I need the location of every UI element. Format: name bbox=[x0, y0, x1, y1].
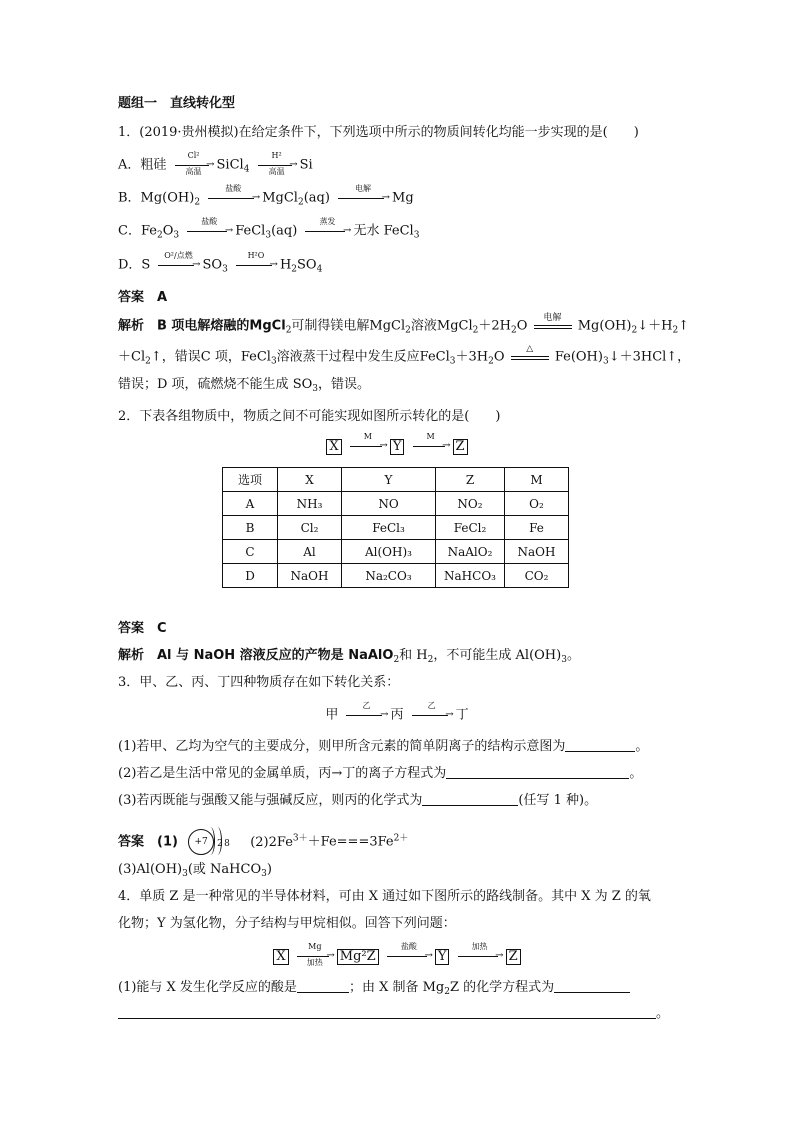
q1-explanation-line3: 错误；D 项，硫燃烧不能生成 $SO_3$，错误。 bbox=[118, 377, 371, 394]
q3-answer-line1: 答案 (1) +7 2 8 $(2)2Fe^{3+}+Fe===3Fe^{2+}$ bbox=[118, 825, 408, 859]
table-header-row bbox=[223, 468, 569, 492]
q4-part1: (1)能与 X 发生化学反应的酸是 ；由 X 制备 $Mg_2Z$ 的化学方程式为 bbox=[118, 978, 630, 997]
q2-options-table bbox=[222, 467, 569, 588]
arrow-icon: O²/点燃 → bbox=[156, 256, 200, 274]
table-cell: NH₃ bbox=[278, 492, 342, 516]
table-cell: Cl₂ bbox=[278, 516, 342, 540]
equals-sign: △ bbox=[511, 348, 549, 366]
table-row bbox=[223, 516, 569, 540]
arrow-icon: 盐酸 → bbox=[206, 189, 260, 207]
q1-answer: 答案 A bbox=[118, 290, 168, 305]
table-row bbox=[223, 540, 569, 564]
q1-option-d: D．S O²/点燃 → $SO_3$ H²O → $H_2SO_4$ bbox=[118, 251, 323, 275]
table-cell: C bbox=[223, 540, 278, 564]
q2-stem: 2．下表各组物质中，物质之间不可能实现如图所示转化的是( ) bbox=[118, 409, 501, 424]
table-cell: NaOH bbox=[278, 564, 342, 588]
q4-diagram: X Mg → 加热 Mg²Z 盐酸 → Y 加热 → Z bbox=[0, 947, 794, 966]
table-cell: NaOH bbox=[505, 540, 569, 564]
table-cell: O₂ bbox=[505, 492, 569, 516]
table-cell: CO₂ bbox=[505, 564, 569, 588]
q3-part3: (3)若丙既能与强酸又能与强碱反应，则丙的化学式为 (任写 1 种)。 bbox=[118, 793, 598, 808]
arrow-icon: H²O → bbox=[234, 256, 278, 274]
q1-explanation-line1: 解析 B 项电解熔融的MgCl$_2$可制得镁电解MgCl$_2$溶液$MgCl_2+2H_2O$ 电解 $Mg(OH)_2↓+H_2↑$ bbox=[118, 313, 690, 336]
arrow-icon: 加热 → bbox=[456, 947, 504, 965]
answer-blank[interactable] bbox=[446, 764, 629, 779]
answer-blank[interactable] bbox=[297, 978, 349, 993]
q1-option-c: C．$Fe_2O_3$ 盐酸 → FeCl$_3$(aq) 蒸发 → 无水 FeCl$_3$ bbox=[118, 217, 420, 241]
arrow-icon: 盐酸 → bbox=[185, 222, 233, 240]
q1-option-b: B．$Mg(OH)_2$ 盐酸 → MgCl$_2$(aq) 电解 → Mg bbox=[118, 184, 414, 208]
q1-explanation-line2: $+Cl_2↑$，错误C 项，FeCl$_3$溶液蒸干过程中发生反应$FeCl_3+3H_2O$ △ $Fe(OH)_3↓+3HCl↑$， bbox=[118, 344, 691, 367]
ion-structure-diagram: +7 2 8 bbox=[182, 825, 232, 859]
arrow-icon: 乙 → bbox=[410, 706, 454, 724]
table-cell: NO bbox=[342, 492, 436, 516]
table-cell: NO₂ bbox=[436, 492, 505, 516]
q4-stem-line2: 化物；Y 为氢化物，分子结构与甲烷相似。回答下列问题： bbox=[118, 916, 456, 931]
table-header-cell: Z bbox=[436, 468, 505, 492]
arrow-icon: M → bbox=[348, 437, 388, 455]
table-cell: FeCl₃ bbox=[342, 516, 436, 540]
answer-blank[interactable] bbox=[422, 791, 518, 806]
q1-stem: 1．(2019·贵州模拟)在给定条件下，下列选项中所示的物质间转化均能一步实现的是( ) bbox=[118, 125, 639, 140]
table-row bbox=[223, 564, 569, 588]
arrow-icon: H² → 高温 bbox=[256, 156, 298, 174]
table-header-cell: 选项 bbox=[223, 468, 278, 492]
q1-option-a: A．粗硅 Cl² → 高温 SiCl$_4$ H² → 高温 Si bbox=[118, 151, 313, 176]
q3-stem: 3．甲、乙、丙、丁四种物质存在如下转化关系： bbox=[118, 675, 400, 690]
table-cell: FeCl₂ bbox=[436, 516, 505, 540]
table-header-cell: X bbox=[278, 468, 342, 492]
q2-diagram: X M → Y M → Z bbox=[0, 437, 794, 456]
answer-blank[interactable] bbox=[565, 737, 635, 752]
table-cell: NaHCO₃ bbox=[436, 564, 505, 588]
arrow-icon: Cl² → 高温 bbox=[173, 156, 215, 174]
q2-answer: 答案 C bbox=[118, 621, 167, 636]
table-header-cell: M bbox=[505, 468, 569, 492]
arrow-icon: 电解 → bbox=[336, 189, 390, 207]
table-row bbox=[223, 492, 569, 516]
q4-part1-continued: 。 bbox=[118, 1004, 669, 1023]
arrow-icon: M → bbox=[411, 437, 451, 455]
q3-answer-line2: $(3)Al(OH)_3$(或 NaHCO$_3$) bbox=[118, 862, 272, 879]
table-cell: Al bbox=[278, 540, 342, 564]
table-header-cell: Y bbox=[342, 468, 436, 492]
arrow-icon: 盐酸 → bbox=[385, 947, 433, 965]
q4-stem-line1: 4．单质 Z 是一种常见的半导体材料，可由 X 通过如下图所示的路线制备。其中 X 为 Z 的氧 bbox=[118, 889, 651, 904]
table-cell: Al(OH)₃ bbox=[342, 540, 436, 564]
arrow-icon: Mg → 加热 bbox=[295, 947, 335, 965]
arrow-icon: 乙 → bbox=[344, 706, 388, 724]
table-cell: A bbox=[223, 492, 278, 516]
table-cell: Na₂CO₃ bbox=[342, 564, 436, 588]
arrow-icon: 蒸发 → bbox=[303, 222, 351, 240]
section-title: 题组一 直线转化型 bbox=[118, 96, 236, 111]
q2-explanation: 解析 Al 与 NaOH 溶液反应的产物是 NaAlO$_2$和 $H_2$，不可能生成 $Al(OH)_3$。 bbox=[118, 648, 580, 665]
q3-part1: (1)若甲、乙均为空气的主要成分，则甲所含元素的简单阴离子的结构示意图为 。 bbox=[118, 739, 649, 754]
equals-sign: 电解 bbox=[534, 317, 572, 335]
table-cell: D bbox=[223, 564, 278, 588]
answer-blank[interactable] bbox=[554, 978, 630, 993]
answer-blank[interactable] bbox=[118, 1004, 656, 1019]
table-cell: Fe bbox=[505, 516, 569, 540]
q3-diagram: 甲 乙 → 丙 乙 → 丁 bbox=[325, 701, 469, 723]
table-cell: NaAlO₂ bbox=[436, 540, 505, 564]
table-cell: B bbox=[223, 516, 278, 540]
q3-part2: (2)若乙是生活中常见的金属单质，丙→丁的离子方程式为 。 bbox=[118, 766, 643, 781]
